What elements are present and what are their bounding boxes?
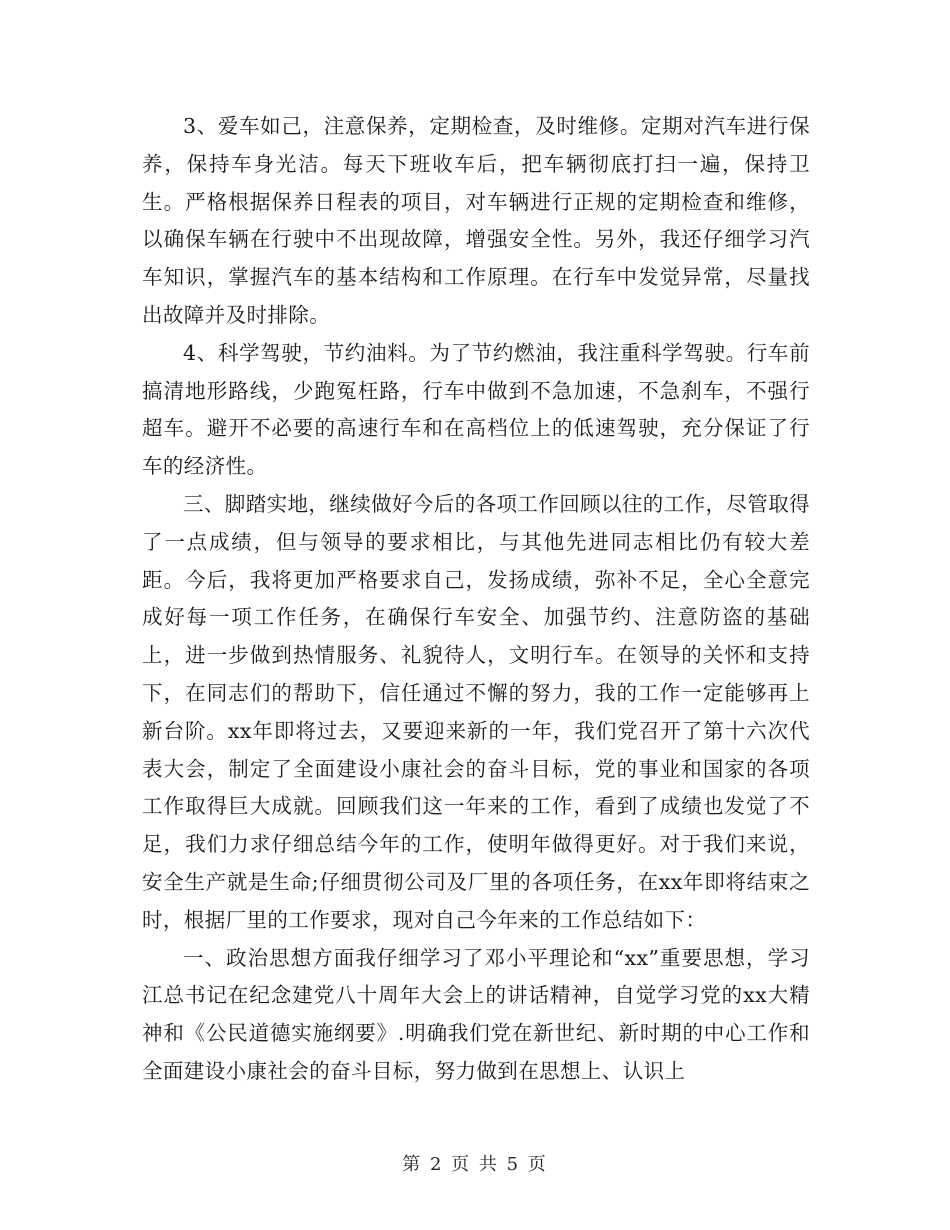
paragraph-driving: 4、科学驾驶，节约油料。为了节约燃油，我注重科学驾驶。行车前搞清地形路线，少跑冤枉路，行车中做到不急加速，不急刹车，不强行超车。避开不必要的高速行车和在高档位上的低速驾驶，充分保证了行车的经济性。 bbox=[142, 340, 810, 479]
document-body bbox=[142, 108, 810, 1091]
page-number-footer: 第 2 页 共 5 页 bbox=[402, 1154, 548, 1175]
paragraph-maintenance: 3、爱车如己，注意保养，定期检查，及时维修。定期对汽车进行保养，保持车身光洁。每天下班收车后，把车辆彻底打扫一遍，保持卫生。严格根据保养日程表的项目，对车辆进行正规的定期检查和维修，以确保车辆在行驶中不出现故障，增强安全性。另外，我还仔细学习汽车知识，掌握汽车的基本结构和工作原理。在行车中发觉异常，尽量找出故障并及时排除。 bbox=[142, 114, 810, 327]
paragraph-political-thought: 一、政治思想方面我仔细学习了邓小平理论和“xx”重要思想，学习江总书记在纪念建党八十周年大会上的讲话精神，自觉学习党的xx大精神和《公民道德实施纲要》.明确我们党在新世纪、新时期的中心工作和全面建设小康社会的奋斗目标，努力做到在思想上、认识上 bbox=[142, 945, 810, 1083]
paragraph-future-work: 三、脚踏实地，继续做好今后的各项工作回顾以往的工作，尽管取得了一点成绩，但与领导的要求相比，与其他先进同志相比仍有较大差距。今后，我将更加严格要求自己，发扬成绩，弥补不足，全心全意完成好每一项工作任务，在确保行车安全、加强节约、注意防盗的基础上，进一步做到热情服务、礼貌待人，文明行车。在领导的关怀和支持下，在同志们的帮助下，信任通过不懈的努力，我的工作一定能够再上新台阶。xx年即将过去，又要迎来新的一年，我们党召开了第十六次代表大会，制定了全面建设小康社会的奋斗目标，党的事业和国家的各项工作取得巨大成就。回顾我们这一年来的工作，看到了成绩也发觉了不足，我们力求仔细总结今年的工作，使明年做得更好。对于我们来说，安全生产就是生命;仔细贯彻公司及厂里的各项任务，在xx年即将结束之时，根据厂里的工作要求，现对自己今年来的工作总结如下： bbox=[142, 491, 810, 932]
